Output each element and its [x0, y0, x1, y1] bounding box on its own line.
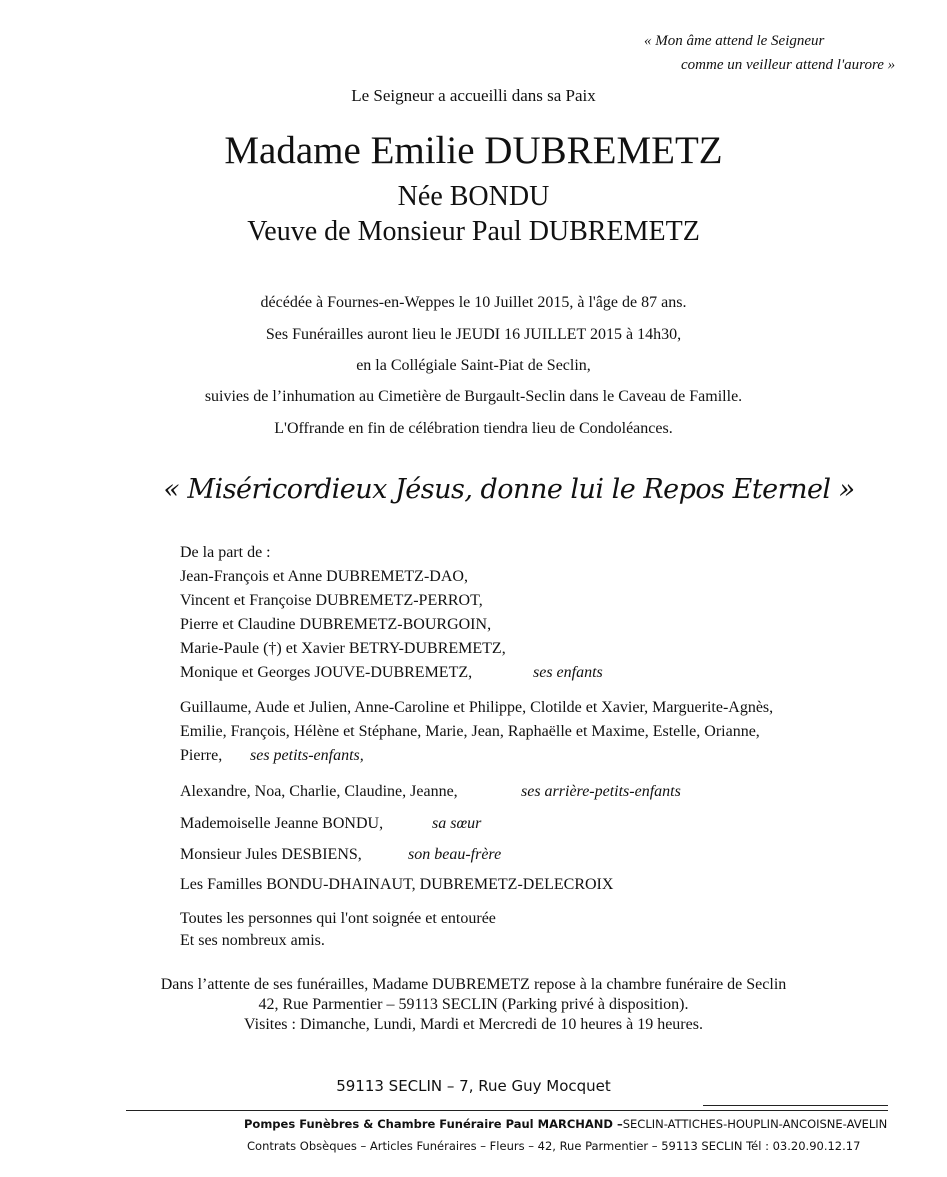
brother-in-law: Monsieur Jules DESBIENS,: [180, 846, 362, 863]
footer-company-line: [244, 1117, 887, 1131]
child-4: Marie-Paule (†) et Xavier BETRY-DUBREMETZ,: [180, 640, 506, 657]
footer-company: Pompes Funèbres & Chambre Funéraire Paul MARCHAND –: [244, 1117, 623, 1131]
grandchildren-line-1: Guillaume, Aude et Julien, Anne-Caroline et Philippe, Clotilde et Xavier, Marguerite-Agnès,: [180, 699, 774, 716]
intro-line: Le Seigneur a accueilli dans sa Paix: [351, 86, 596, 105]
burial-line: suivies de l’inhumation au Cimetière de Burgault-Seclin dans le Caveau de Famille.: [204, 388, 743, 405]
footer-services: Contrats Obsèques – Articles Funéraires – Fleurs – 42, Rue Parmentier – 59113 SECLIN Tél : 03.20.90.12.17: [247, 1139, 861, 1153]
widow-of: Veuve de Monsieur Paul DUBREMETZ: [247, 216, 700, 247]
funeral-date-line: Ses Funérailles auront lieu le JEUDI 16 JUILLET 2015 à 14h30,: [265, 326, 682, 343]
funeral-home-address: 59113 SECLIN – 7, Rue Guy Mocquet: [336, 1077, 611, 1095]
child-3: Pierre et Claudine DUBREMETZ-BOURGOIN,: [180, 616, 492, 633]
great-grandchildren: Alexandre, Noa, Charlie, Claudine, Jeanne,: [180, 783, 458, 800]
sister: Mademoiselle Jeanne BONDU,: [180, 815, 384, 832]
epigraph-line-1: « Mon âme attend le Seigneur: [644, 33, 825, 49]
grandchildren-role: ses petits-enfants,: [250, 747, 364, 764]
footer-locations: SECLIN-ATTICHES-HOUPLIN-ANCOISNE-AVELIN: [622, 1117, 888, 1131]
notice-line-2: 42, Rue Parmentier – 59113 SECLIN (Parking privé à disposition).: [258, 996, 689, 1013]
friends: Et ses nombreux amis.: [180, 932, 325, 949]
brother-in-law-role: son beau-frère: [408, 846, 502, 863]
child-2: Vincent et Françoise DUBREMETZ-PERROT,: [180, 592, 483, 609]
notice-line-3: Visites : Dimanche, Lundi, Mardi et Mercredi de 10 heures à 19 heures.: [244, 1016, 703, 1033]
child-1: Jean-François et Anne DUBREMETZ-DAO,: [180, 568, 468, 585]
prayer: « Miséricordieux Jésus, donne lui le Repos Eternel »: [163, 474, 855, 505]
children-role: ses enfants: [533, 664, 603, 681]
epigraph-line-2: comme un veilleur attend l'aurore »: [681, 57, 896, 73]
grandchildren-line-2: Emilie, François, Hélène et Stéphane, Marie, Jean, Raphaëlle et Maxime, Estelle, Orianne,: [180, 723, 760, 740]
offering-line: L'Offrande en fin de célébration tiendra lieu de Condoléances.: [274, 420, 673, 437]
deceased-name: Madame Emilie DUBREMETZ: [224, 129, 723, 172]
child-5: Monique et Georges JOUVE-DUBREMETZ,: [180, 664, 473, 681]
footer-rule-short: [703, 1105, 888, 1106]
death-line: décédée à Fournes-en-Weppes le 10 Juillet 2015, à l'âge de 87 ans.: [260, 294, 687, 311]
church-line: en la Collégiale Saint-Piat de Seclin,: [356, 357, 591, 374]
families: Les Familles BONDU-DHAINAUT, DUBREMETZ-DELECROIX: [180, 876, 614, 893]
grandchildren-line-3: Pierre,: [180, 747, 223, 764]
sister-role: sa sœur: [432, 815, 482, 832]
family-heading: De la part de :: [180, 544, 271, 561]
notice-line-1: Dans l’attente de ses funérailles, Madame DUBREMETZ repose à la chambre funéraire de Seclin: [160, 976, 787, 993]
carers: Toutes les personnes qui l'ont soignée et entourée: [180, 910, 496, 927]
maiden-name: Née BONDU: [397, 181, 550, 212]
footer-rule: [126, 1110, 888, 1111]
great-grandchildren-role: ses arrière-petits-enfants: [521, 783, 681, 800]
